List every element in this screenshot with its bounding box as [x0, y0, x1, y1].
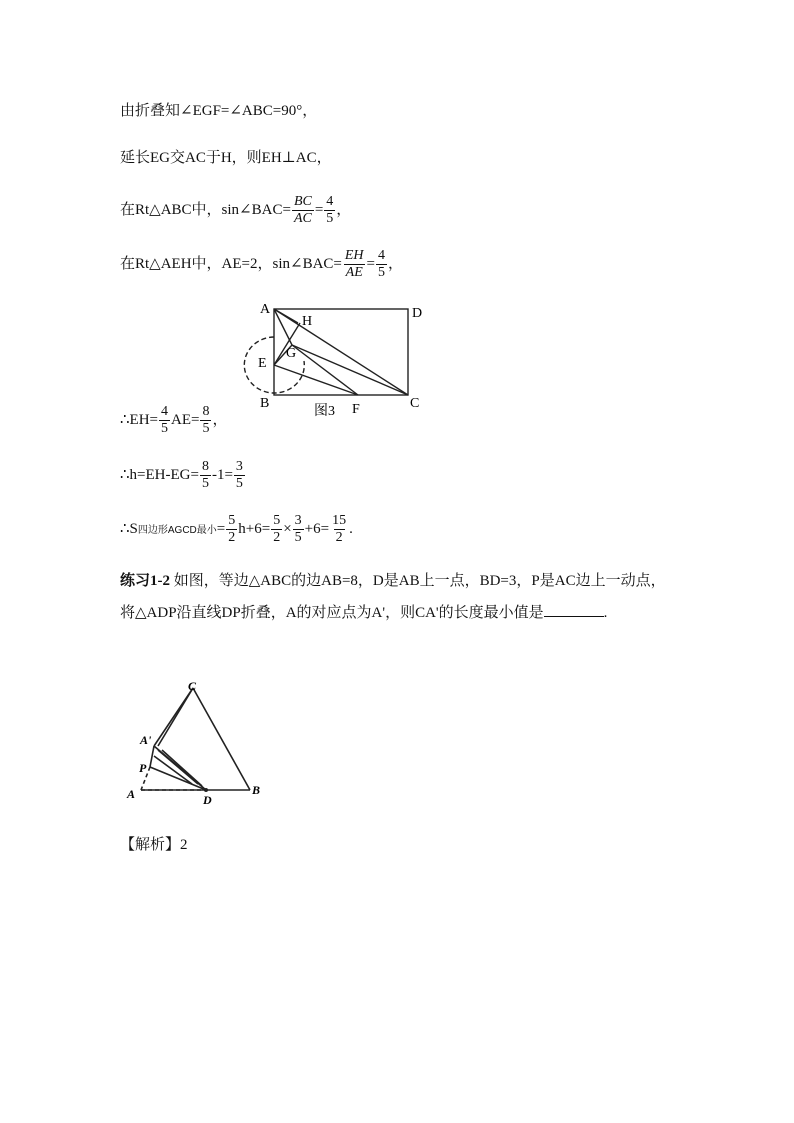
- label-p: P: [139, 761, 147, 775]
- answer-blank[interactable]: [544, 600, 604, 617]
- point-d: [204, 788, 208, 792]
- fraction: $\frac{EH}{AE}$: [344, 248, 364, 280]
- solution-line-6: ∴h=EH-EG= $\frac{8}{5}$ -1= $\frac{3}{5}$: [120, 459, 243, 491]
- label-e: E: [258, 356, 267, 371]
- label-d: D: [412, 306, 423, 321]
- fraction: $\frac{4}{5}$: [378, 248, 386, 280]
- fraction: $\frac{5}{2}$: [228, 513, 236, 545]
- segment-a1p: [150, 746, 154, 767]
- fraction: $\frac{8}{5}$: [202, 404, 210, 436]
- label-b: B: [260, 396, 270, 411]
- fraction: $\frac{15}{2}$: [332, 513, 347, 545]
- exercise-label: 练习1-2: [120, 573, 170, 589]
- label-a: A: [127, 787, 136, 801]
- label-c: C: [410, 396, 420, 411]
- solution-line-4: 在Rt△AEH中，AE=2，sin∠BAC= $\frac{EH}{AE}$ = $\frac{4}{5}$ ，: [120, 248, 404, 280]
- solution-line-1: 由折叠知∠EGF=∠ABC=90°，: [120, 103, 318, 119]
- analysis-line: [120, 834, 188, 856]
- segment-gc: [292, 345, 408, 395]
- label-f: F: [352, 402, 360, 417]
- figure-triangle-fold: [118, 676, 268, 811]
- label-d: D: [203, 793, 212, 807]
- fraction: $\frac{3}{5}$: [235, 459, 243, 491]
- fraction: $\frac{BC}{AC}$: [293, 194, 312, 226]
- label-a-prime: A': [140, 733, 152, 747]
- figure-3-rectangle-diagram: [232, 295, 432, 425]
- label-b: B: [252, 783, 261, 797]
- analysis-label: 【解析】: [120, 837, 181, 853]
- segment-gf: [292, 345, 358, 395]
- label-h: H: [302, 314, 313, 329]
- segment-ca1: [154, 688, 193, 746]
- solution-line-7: ∴S四边形AGCD最小= $\frac{5}{2}$ h+6= $\frac{5}{2}$ × $\frac{3}{5}$ +6= $\frac{15}{2}$ .: [120, 513, 353, 545]
- label-c: C: [188, 679, 197, 693]
- fraction: $\frac{4}{5}$: [326, 194, 334, 226]
- segment-ef: [274, 365, 358, 395]
- analysis-answer: 2: [180, 837, 188, 853]
- segment-bc: [193, 688, 250, 790]
- solution-line-2: 延长EG交AC于H，则EH⊥AC，: [120, 150, 332, 166]
- fraction: $\frac{8}{5}$: [201, 459, 209, 491]
- label-a: A: [260, 302, 271, 317]
- solution-line-5: ∴EH= $\frac{4}{5}$ AE= $\frac{8}{5}$ ，: [120, 404, 228, 436]
- fraction: $\frac{4}{5}$: [161, 404, 168, 436]
- fraction: $\frac{5}{2}$: [273, 513, 281, 545]
- label-g: G: [286, 346, 297, 361]
- fraction: $\frac{3}{5}$: [294, 513, 302, 545]
- exercise-text: 如图，等边△ABC的边AB=8，D是AB上一点，BD=3，P是AC边上一动点，将△ADP沿直线DP折叠，A的对应点为A'，则CA'的长度最小值是: [120, 573, 666, 621]
- segment-pd: [150, 767, 206, 790]
- figure-caption: 图3: [314, 404, 335, 419]
- exercise-1-2: 练习1-2 如图，等边△ABC的边AB=8，D是AB上一点，BD=3，P是AC边上一动点，将△ADP沿直线DP折叠，A的对应点为A'，则CA'的长度最小值是 .: [120, 573, 666, 621]
- solution-line-3: 在Rt△ABC中，sin∠BAC= $\frac{BC}{AC}$ = $\frac{4}{5}$ ，: [120, 194, 352, 226]
